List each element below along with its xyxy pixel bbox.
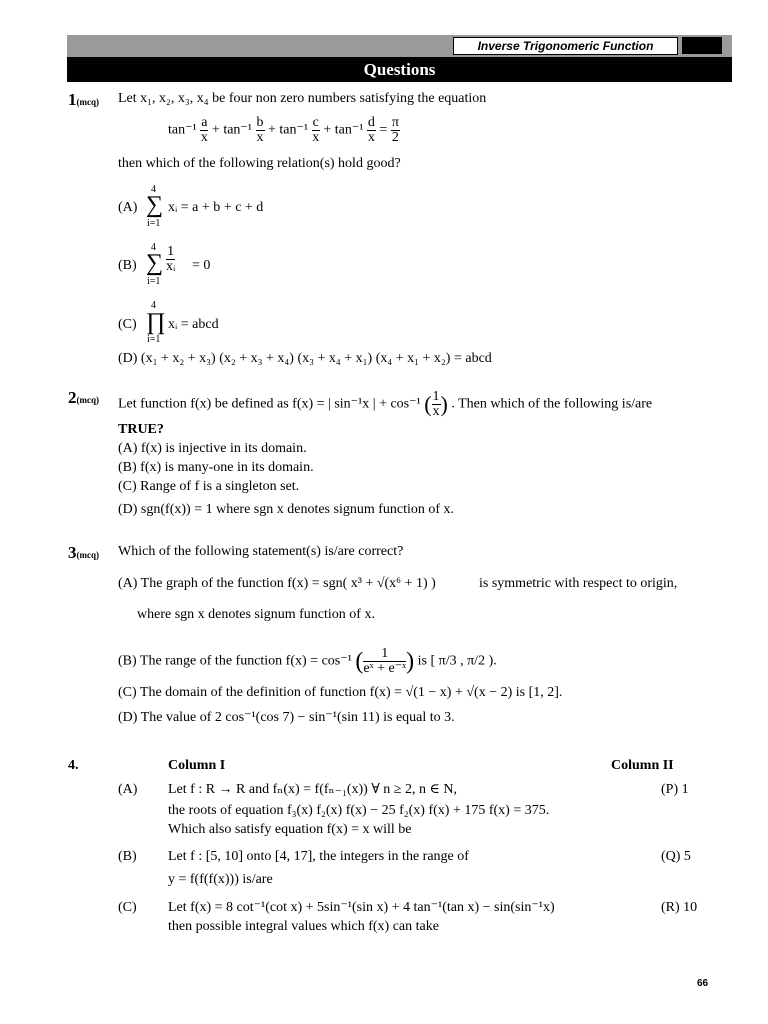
q4-match-q: (Q) 5 — [661, 849, 691, 864]
q3-option-a: (A) The graph of the function f(x) = sgn( x³ + √(x⁶ + 1) ) — [118, 576, 436, 591]
q1-a-sigma-icon: ∑ — [146, 192, 164, 218]
q2-stem: Let function f(x) be defined as f(x) = | sin⁻¹x | + cos⁻¹ ( $\frac{1}{x}$ ) . Then which of the following is/are — [118, 389, 653, 419]
q1-ask: then which of the following relation(s) hold good? — [118, 156, 401, 171]
q1-equation: tan⁻¹ $\frac{a}{x}$ + tan⁻¹ $\frac{b}{x}$ + tan⁻¹ $\frac{c}{x}$ + tan⁻¹ $\frac{d}{x}$ = $\frac{\pi}{2}$ — [168, 115, 399, 145]
q4-row-a-label: (A) — [118, 782, 138, 797]
q4-row-a-line-2: the roots of equation f₃(x) f₂(x) f(x) − 25 f₂(x) f(x) + 175 f(x) = 375. — [168, 803, 550, 818]
page-number: 66 — [697, 978, 709, 989]
q2-option-a: (A) f(x) is injective in its domain. — [118, 441, 307, 456]
q2-true: TRUE? — [118, 422, 164, 437]
q4-row-b-label: (B) — [118, 849, 137, 864]
q1-b-sum-top: 4 — [151, 242, 156, 253]
q4-column-1-header: Column I — [168, 758, 226, 773]
q3-option-a-note: where sgn x denotes signum function of x. — [137, 607, 375, 622]
q4-row-b-line-1: Let f : [5, 10] onto [4, 17], the integers in the range of — [168, 849, 469, 864]
section-title: Questions — [67, 57, 732, 82]
q4-row-a-line-1: Let f : R → R and fₙ(x) = f(fₙ₋₁(x)) ∀ n ≥ 2, n ∈ N, — [168, 782, 457, 797]
q3-option-b: (B) The range of the function f(x) = cos⁻¹ ( $\frac{1}{\text{eˣ + e⁻ˣ}}$ ) is [ π/3 , π/2 ). — [118, 646, 497, 676]
q4-row-b-line-2: y = f(f(f(x))) is/are — [168, 872, 273, 887]
q1-c-prod-bottom: i=1 — [147, 334, 161, 345]
q1-b-frac: $\frac{1}{\text{xᵢ}}$ — [166, 244, 176, 274]
q1-a-expr: xᵢ = a + b + c + d — [168, 200, 264, 215]
q4-row-c-line-1: Let f(x) = 8 cot⁻¹(cot x) + 5sin⁻¹(sin x) + 4 tan⁻¹(tan x) − sin(sin⁻¹x) — [168, 900, 555, 915]
q1-a-sum-bottom: i=1 — [147, 218, 161, 229]
q1-c-product-icon: ∏ — [146, 309, 166, 335]
q3-number: 3(mcq) — [68, 543, 99, 562]
q3-stem: Which of the following statement(s) is/are correct? — [118, 544, 404, 559]
q1-a-label: (A) — [118, 200, 138, 215]
q1-a-sum-top: 4 — [151, 184, 156, 195]
q1-c-label: (C) — [118, 317, 137, 332]
q4-row-c-label: (C) — [118, 900, 137, 915]
q3-option-c: (C) The domain of the definition of function f(x) = √(1 − x) + √(x − 2) is [1, 2]. — [118, 685, 563, 700]
q1-b-sigma-icon: ∑ — [146, 250, 164, 276]
q1-c-expr: xᵢ = abcd — [168, 317, 219, 332]
header-block — [682, 37, 722, 54]
q2-option-d: (D) sgn(f(x)) = 1 where sgn x denotes signum function of x. — [118, 502, 455, 517]
q4-match-p: (P) 1 — [661, 782, 689, 797]
q3-option-a-tail: is symmetric with respect to origin, — [479, 576, 678, 591]
q4-row-a-line-3: Which also satisfy equation f(x) = x will be — [168, 822, 412, 837]
q4-number: 4. — [68, 758, 79, 773]
q1-number: 1(mcq) — [68, 90, 99, 109]
q1-option-d: (D) (x₁ + x₂ + x₃) (x₂ + x₃ + x₄) (x₃ + x₄ + x₁) (x₄ + x₁ + x₂) = abcd — [118, 351, 492, 366]
q4-match-r: (R) 10 — [661, 900, 698, 915]
q1-c-prod-top: 4 — [151, 300, 156, 311]
q1-b-sum-bottom: i=1 — [147, 276, 161, 287]
q1-b-rhs: = 0 — [192, 258, 211, 273]
q4-column-2-header: Column II — [611, 758, 674, 773]
q1-stem: Let x₁, x₂, x₃, x₄ be four non zero numbers satisfying the equation — [118, 91, 487, 106]
q1-b-label: (B) — [118, 258, 137, 273]
q2-option-c: (C) Range of f is a singleton set. — [118, 479, 300, 494]
topic-label: Inverse Trigonomeric Function — [453, 37, 678, 55]
q2-option-b: (B) f(x) is many-one in its domain. — [118, 460, 314, 475]
q4-row-c-line-2: then possible integral values which f(x) can take — [168, 919, 439, 934]
q2-number: 2(mcq) — [68, 388, 99, 407]
q3-option-d: (D) The value of 2 cos⁻¹(cos 7) − sin⁻¹(sin 11) is equal to 3. — [118, 710, 455, 725]
